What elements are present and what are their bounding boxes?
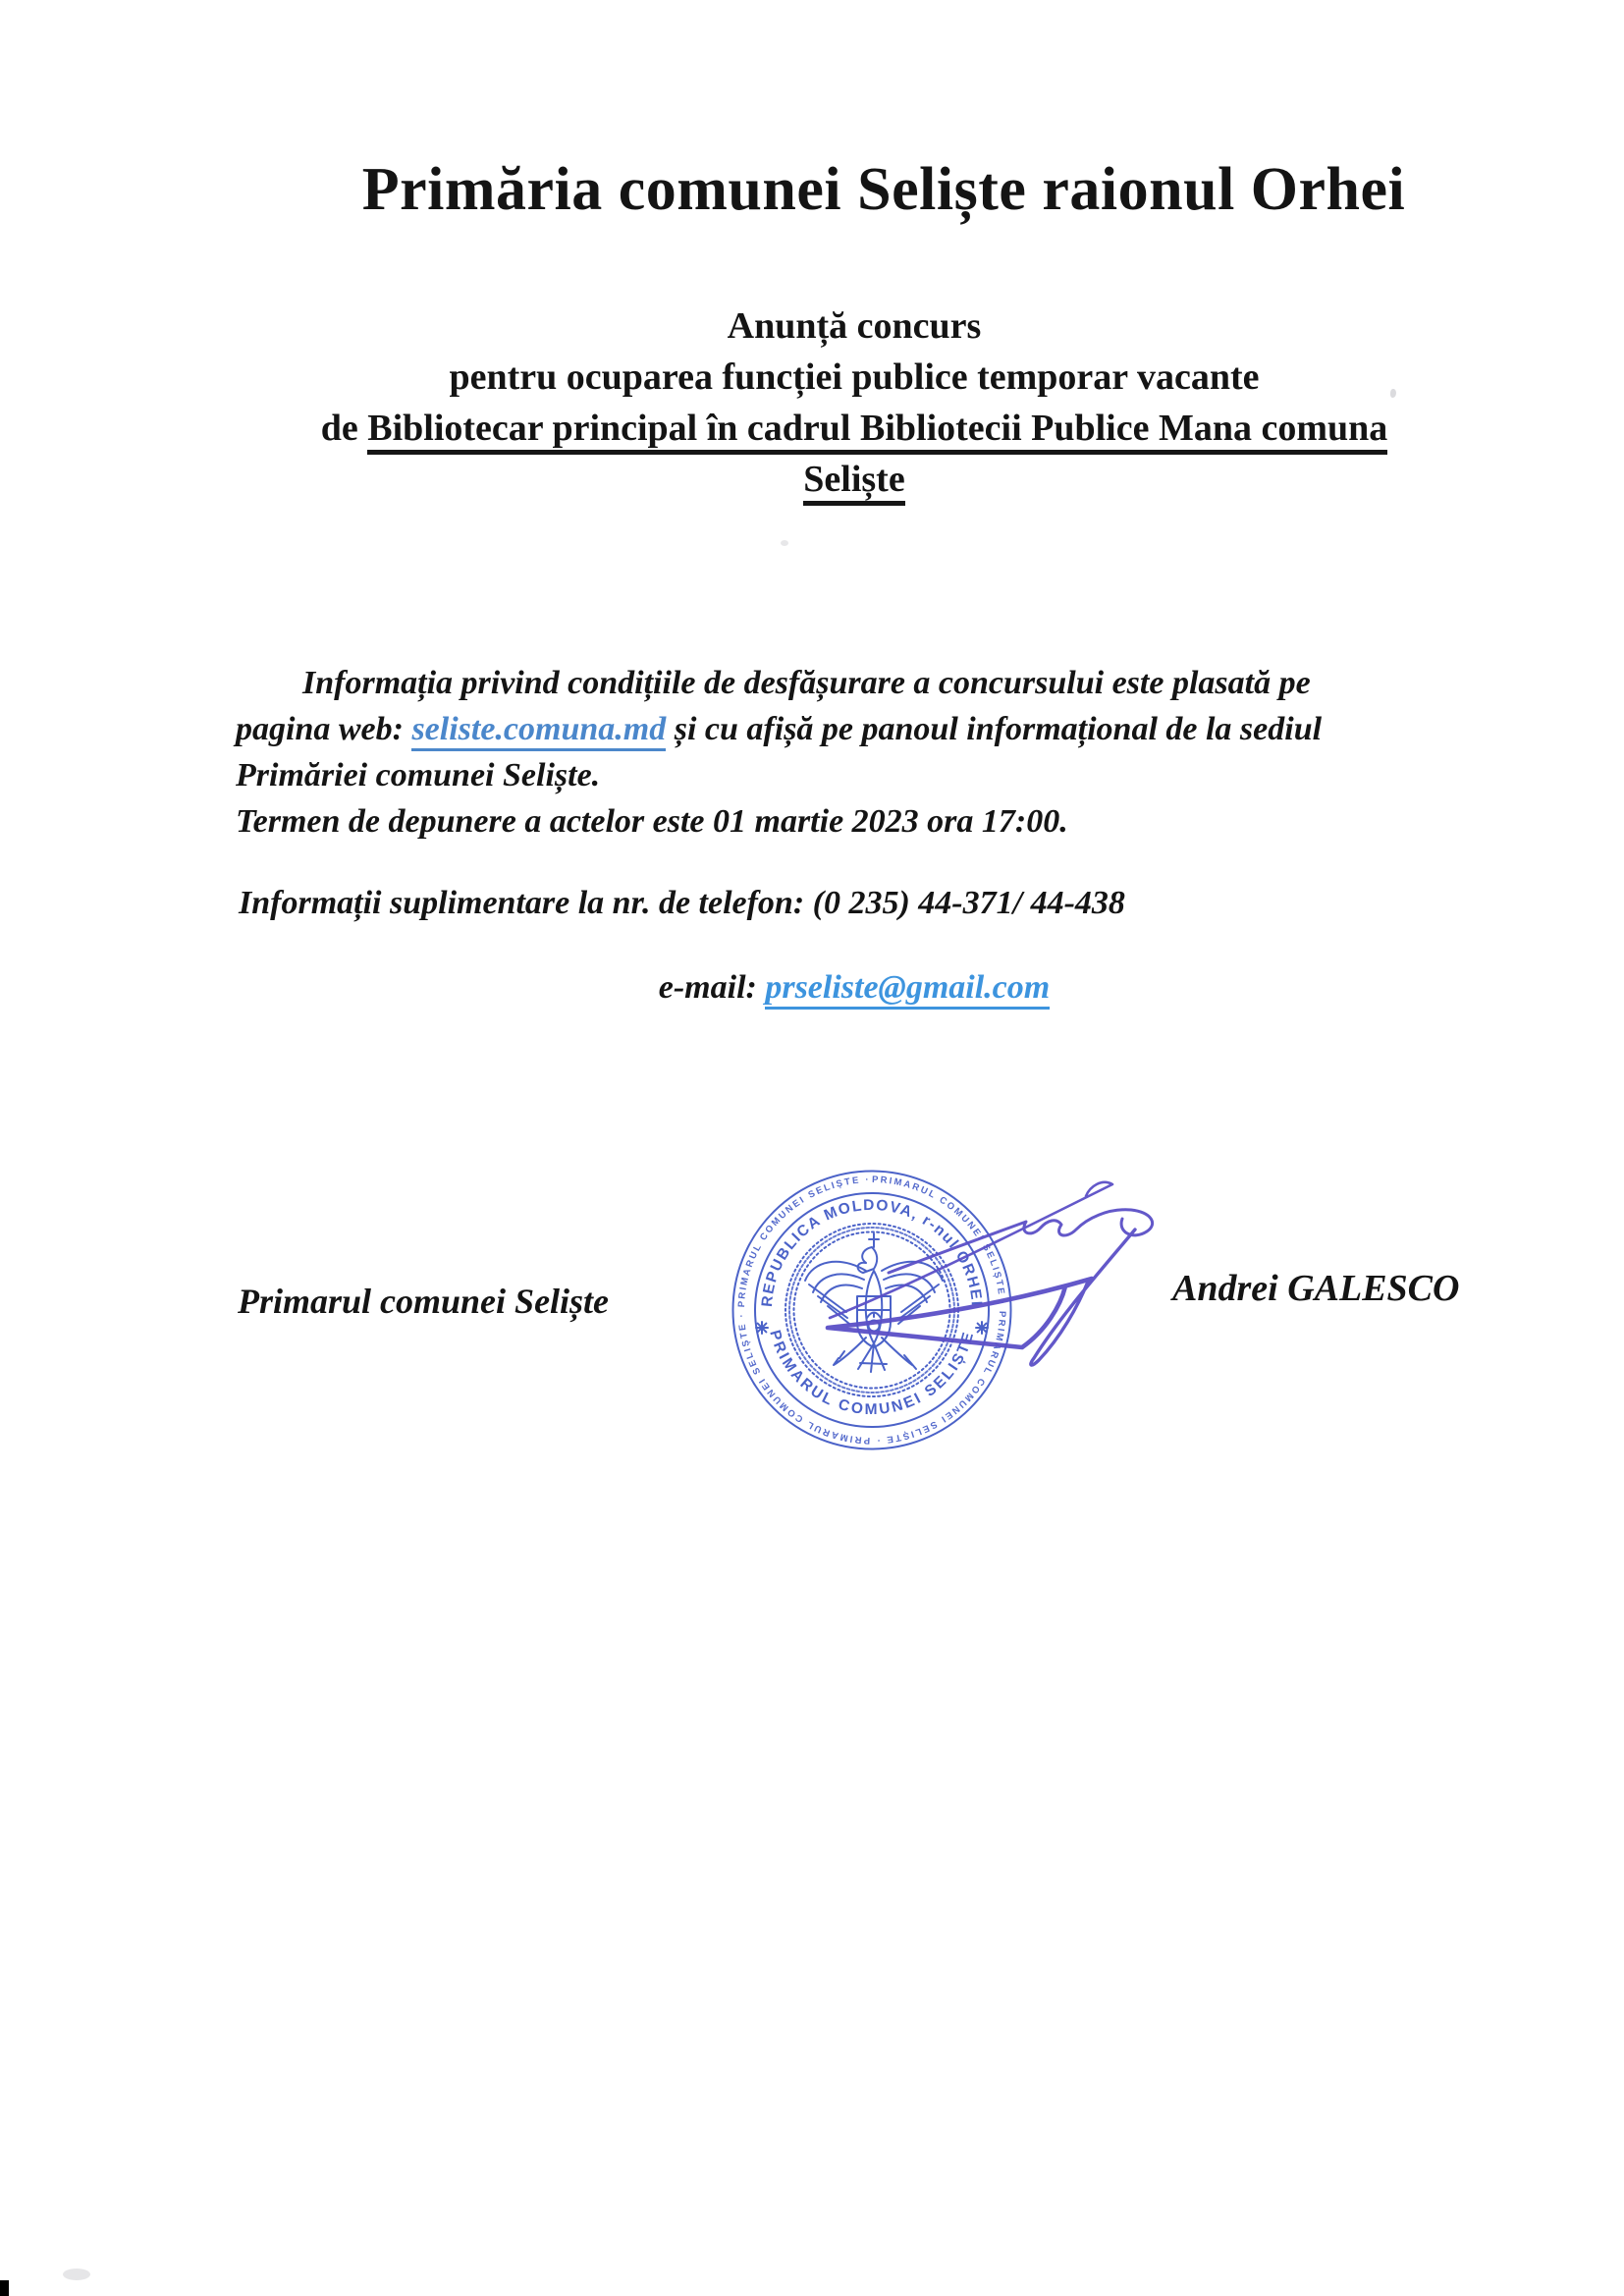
round-seal-icon: [733, 1172, 1011, 1449]
email-link[interactable]: prseliste@gmail.com: [765, 969, 1050, 1010]
star-icon: [976, 1322, 988, 1334]
email-label: e-mail:: [658, 969, 766, 1006]
announcement-heading: [147, 301, 1561, 505]
stamp-outer-ring-text: PRIMARUL COMUNEI SELIȘTE · PRIMARUL COMUNEI SELIȘTE · PRIMARUL COMUNEI SELIȘTE · PRIMARUL COMUNEI SELIȘTE ·: [735, 1174, 1008, 1447]
scan-artifact-corner: [0, 2280, 9, 2296]
announcement-line-3-prefix: de: [320, 408, 368, 449]
signer-name: Andrei GALESCO: [1172, 1268, 1460, 1309]
info-line-1: Informația privind condițiile de desfășurare a concursului este plasată pe: [302, 665, 1311, 701]
info-line-2-before: pagina web:: [236, 711, 412, 747]
position-title-underlined: Bibliotecar principal în cadrul Bibliotecii Publice Mana comuna: [367, 408, 1387, 455]
announcement-line-1: Anunță concurs: [727, 305, 982, 347]
moldova-coat-of-arms-icon: [805, 1233, 943, 1372]
star-icon: [756, 1322, 768, 1334]
info-line-2-after: și cu afișă pe panoul informațional de la sediul: [666, 711, 1323, 747]
web-link[interactable]: seliste.comuna.md: [411, 711, 666, 751]
announcement-line-2: pentru ocuparea funcției publice temporar vacante: [449, 356, 1260, 398]
scan-artifact-smudge: [63, 2269, 90, 2280]
info-line-3: Primăriei comunei Seliște.: [236, 757, 601, 793]
announcement-line-4: [147, 454, 1561, 505]
document-title: Primăria comunei Seliște raionul Orhei: [361, 156, 1406, 223]
email-line: [187, 964, 1522, 1011]
scan-artifact-speck: [781, 540, 788, 546]
stamp-arc-bottom-text: PRIMARUL COMUNEI SELIȘTE: [766, 1328, 978, 1419]
info-line-2: [236, 706, 1414, 752]
phone-info-line: Informații suplimentare la nr. de telefon: (0 235) 44-371/ 44-438: [239, 885, 1125, 921]
announcement-line-3: [147, 403, 1561, 454]
deadline-line: Termen de depunere a actelor este 01 martie 2023 ora 17:00.: [236, 803, 1068, 840]
signer-title: Primarul comunei Seliște: [238, 1282, 610, 1321]
stamp-arc-top-text: REPUBLICA MOLDOVA, r-nul ORHEI: [758, 1196, 985, 1308]
commune-name-underlined: Seliște: [803, 459, 904, 506]
info-paragraph: [236, 660, 1414, 845]
official-stamp-and-signature: [648, 1120, 1286, 1493]
